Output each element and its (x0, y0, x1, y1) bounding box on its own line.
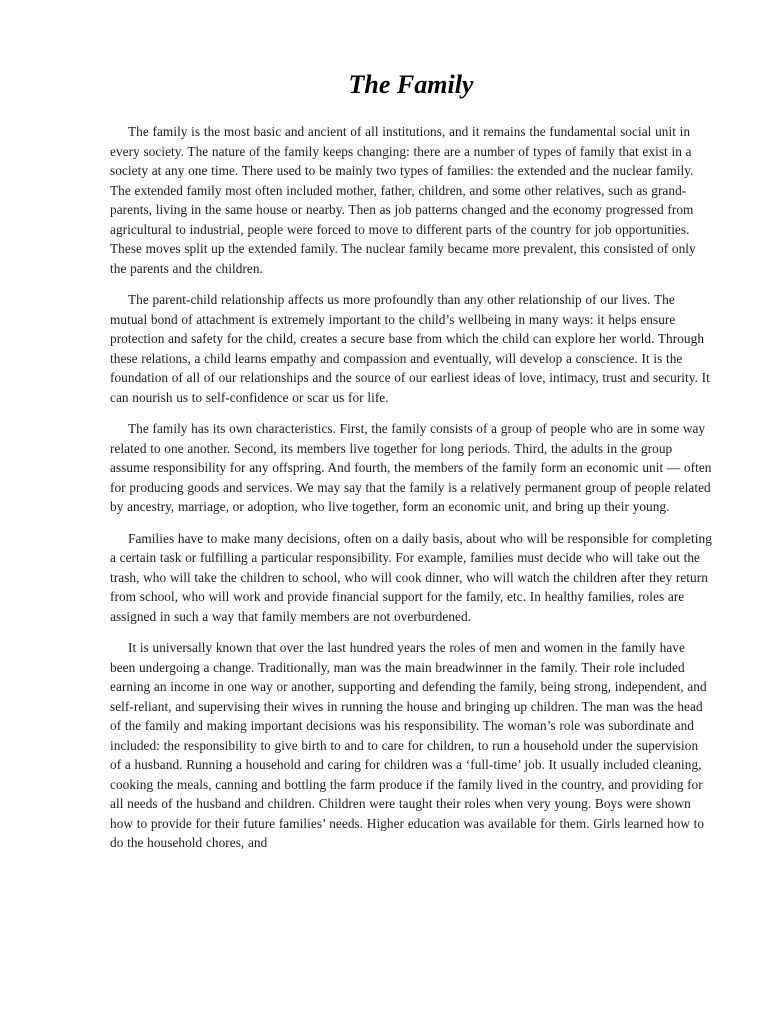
paragraph-intro: The family is the most basic and ancient of all institutions, and it remains the fundamental social unit in every society. The nature of the family keeps changing: there are a number of types of family that exist in a society at any one time. There used to be mainly two types of families: the extended and the nuclear family. The extended family most often included mother, father, children, and some other relatives, such as grand-parents, living in the same house or nearby. Then as job patterns changed and the economy progressed from agricultural to industrial, people were forced to move to different parts of the country for job opportunities. These moves split up the extended family. The nuclear family became more prevalent, this consisted of only the parents and the children. (110, 124, 696, 276)
paragraph-characteristics: The family has its own characteristics. First, the family consists of a group of people who are in some way related to one another. Second, its members live together for long periods. Third, the adults in the group assume responsibility for any offspring. And fourth, the members of the family form an economic unit — often for producing goods and services. We may say that the family is a relatively permanent group of people related by ancestry, marriage, or adoption, who live together, form an economic unit, and bring up their young. (110, 421, 712, 514)
paragraph-parent-child: The parent-child relationship affects us more profoundly than any other relationship of our lives. The mutual bond of attachment is extremely important to the child’s wellbeing in many ways: it helps ensure protection and safety for the child, creates a secure base from which the child can explore her world. Through these relations, a child learns empathy and compassion and eventually, will develop a conscience. It is the foundation of all of our relationships and the source of our earliest ideas of love, intimacy, trust and security. It can nourish us to self-confidence or scar us for life. (110, 292, 710, 405)
paragraph-decisions: Families have to make many decisions, often on a daily basis, about who will be responsible for completing a certain task or fulfilling a particular responsibility. For example, families must decide who will take out the trash, who will take the children to school, who will cook dinner, who will watch the children after they return from school, who will work and provide financial support for the family, etc. In healthy families, roles are assigned in such a way that family members are not overburdened. (110, 530, 712, 624)
page-title: The Family (348, 70, 474, 99)
paragraph-roles: It is universally known that over the last hundred years the roles of men and women in the family have been undergoing a change. Traditionally, man was the main breadwinner in the family. Their role included earning an income in one way or another, supporting and defending the family, being strong, independent, and self-reliant, and supervising their wives in running the house and bringing up children. The man was the head of the family and making important decisions was his responsibility. The woman’s role was subordinate and included: the responsibility to give birth to and to care for children, to run a household under the supervision of a husband. Running a household and caring for children was a ‘full-time’ job. It usually included cleaning, cooking the meals, canning and bottling the farm produce if the family lived in the country, and providing for all needs of the husband and children. Children were taught their roles when very young. Boys were shown how to provide for their future families’ needs. Higher education was available for them. Girls learned how to do the household chores, and (110, 640, 707, 850)
document-page (110, 66, 712, 865)
